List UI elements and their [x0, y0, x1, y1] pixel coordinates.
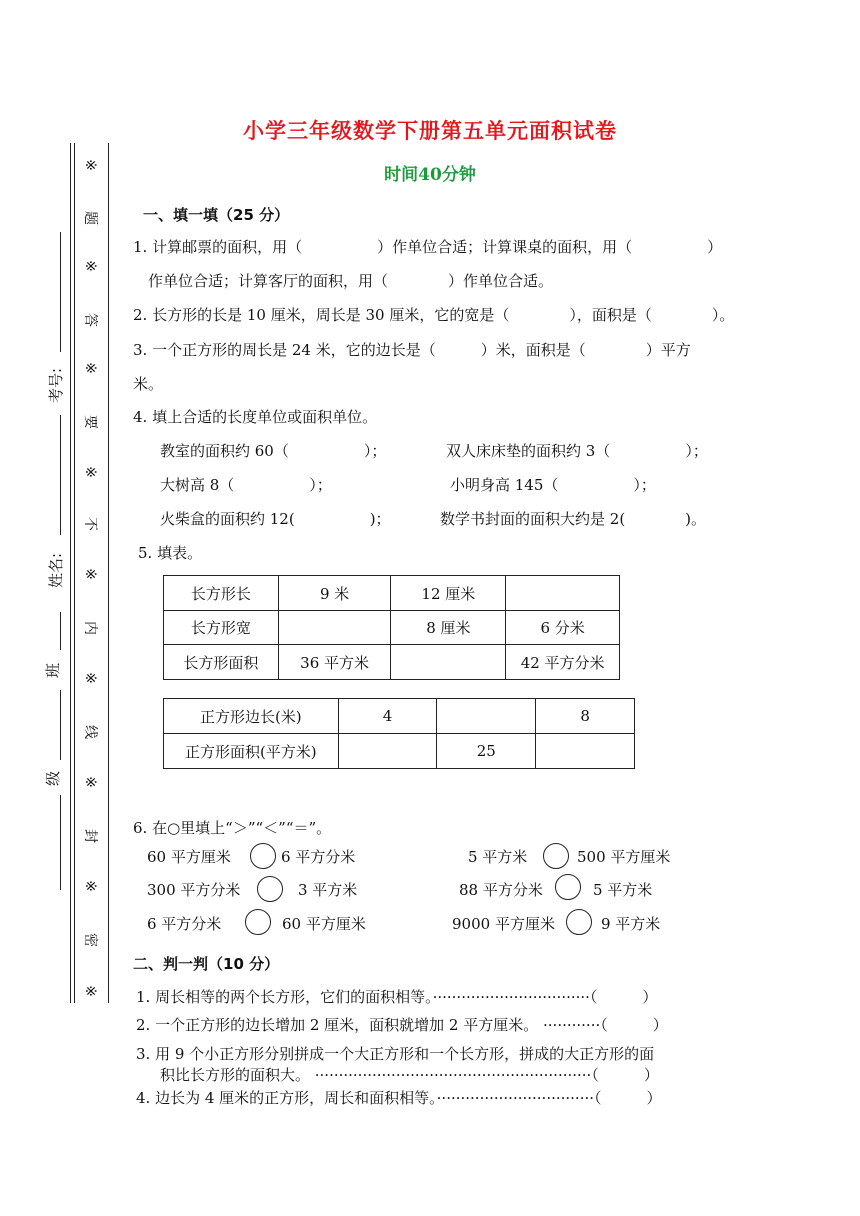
page-title: 小学三年级数学下册第五单元面积试卷 — [243, 118, 617, 143]
compare-right: 500 平方厘米 — [577, 848, 671, 866]
page-subtitle: 时间40分钟 — [384, 165, 476, 185]
compare-left: 88 平方分米 — [459, 881, 543, 899]
xingming-label: 姓名: — [47, 552, 66, 589]
table-cell: 长方形面积 — [164, 645, 279, 680]
compare-circle[interactable] — [257, 876, 283, 902]
table-cell: 9 米 — [278, 576, 391, 611]
ban-underline — [60, 612, 61, 650]
compare-left: 300 平方分米 — [147, 881, 241, 899]
binding-mark: 不 — [82, 517, 98, 531]
compare-circle[interactable] — [245, 909, 271, 935]
compare-circle[interactable] — [566, 909, 592, 935]
binding-line-3 — [108, 143, 109, 1003]
binding-mark: 要 — [82, 415, 98, 429]
table-cell: 36 平方米 — [278, 645, 391, 680]
question-4-item: 火柴盒的面积约 12( )； — [160, 510, 391, 528]
binding-mark: ※ — [81, 568, 98, 580]
binding-mark: ※ — [81, 985, 98, 997]
judge-item: 4. 边长为 4 厘米的正方形，周长和面积相等。·································（ ） — [136, 1089, 662, 1107]
compare-circle[interactable] — [250, 843, 276, 869]
binding-mark: 线 — [82, 725, 98, 739]
table-cell: 正方形面积(平方米) — [164, 734, 339, 769]
judge-item: 积比长方形的面积大。 ··························································（ ） — [160, 1066, 659, 1084]
binding-mark: ※ — [81, 362, 98, 374]
table-cell: 12 厘米 — [391, 576, 506, 611]
binding-line-1 — [70, 143, 71, 1003]
question-4: 4. 填上合适的长度单位或面积单位。 — [133, 408, 378, 426]
table-cell[interactable] — [338, 734, 437, 769]
judge-item: 1. 周长相等的两个长方形，它们的面积相等。·································（ ） — [136, 988, 658, 1006]
compare-right: 60 平方厘米 — [282, 915, 366, 933]
question-2: 2. 长方形的长是 10 厘米，周长是 30 厘米，它的宽是（ ），面积是（ ）。 — [133, 306, 735, 324]
question-1a: 1. 计算邮票的面积，用（ ）作单位合适；计算课桌的面积，用（ ） — [133, 238, 723, 256]
binding-mark: 内 — [82, 621, 98, 635]
ji-underline — [60, 690, 61, 760]
kaohao-label: 考号: — [47, 367, 66, 404]
table-cell: 长方形宽 — [164, 611, 279, 645]
table-cell[interactable] — [506, 576, 620, 611]
compare-circle[interactable] — [543, 843, 569, 869]
table-cell: 42 平方分米 — [506, 645, 620, 680]
question-3a: 3. 一个正方形的周长是 24 米，它的边长是（ ）米，面积是（ ）平方 — [133, 341, 691, 359]
table-cell[interactable] — [278, 611, 391, 645]
question-4-item: 教室的面积约 60（ ）； — [160, 442, 387, 460]
table-cell: 正方形边长(米) — [164, 699, 339, 734]
binding-mark: ※ — [81, 776, 98, 788]
compare-right: 6 平方分米 — [281, 848, 356, 866]
judge-item: 3. 用 9 个小正方形分别拼成一个大正方形和一个长方形，拼成的大正方形的面 — [136, 1045, 655, 1063]
binding-mark: ※ — [81, 880, 98, 892]
binding-mark: 封 — [82, 829, 98, 843]
table-cell: 25 — [437, 734, 536, 769]
compare-right: 3 平方米 — [298, 881, 358, 899]
table-cell[interactable] — [391, 645, 506, 680]
table-cell[interactable] — [536, 734, 635, 769]
compare-left: 9000 平方厘米 — [452, 915, 555, 933]
question-5: 5. 填表。 — [138, 544, 203, 562]
binding-mark: ※ — [81, 466, 98, 478]
ban-label: 班 — [44, 662, 63, 679]
table-cell: 4 — [338, 699, 437, 734]
ji-label: 级 — [44, 770, 63, 787]
section1-heading: 一、填一填（25 分） — [143, 206, 290, 224]
compare-left: 60 平方厘米 — [147, 848, 231, 866]
question-4-item: 双人床床垫的面积约 3（ ）； — [446, 442, 708, 460]
table-cell: 长方形长 — [164, 576, 279, 611]
section2-heading: 二、判一判（10 分） — [133, 955, 280, 973]
kaohao-underline — [60, 232, 61, 352]
question-4-item: 小明身高 145（ ）； — [450, 476, 656, 494]
square-table — [163, 698, 635, 769]
compare-circle[interactable] — [555, 874, 581, 900]
question-4-item: 大树高 8（ ）； — [160, 476, 332, 494]
ji-underline-2 — [60, 795, 61, 890]
compare-left: 6 平方分米 — [147, 915, 222, 933]
table-cell: 8 — [536, 699, 635, 734]
compare-right: 9 平方米 — [601, 915, 661, 933]
binding-mark: ※ — [81, 260, 98, 272]
binding-line-2 — [74, 143, 75, 1003]
binding-mark: 密 — [82, 933, 98, 947]
question-4-item: 数学书封面的面积大约是 2( )。 — [440, 510, 707, 528]
table-cell: 6 分米 — [506, 611, 620, 645]
compare-right: 5 平方米 — [593, 881, 653, 899]
judge-item: 2. 一个正方形的边长增加 2 厘米，面积就增加 2 平方厘米。 ············（ ） — [136, 1016, 668, 1034]
question-3b: 米。 — [133, 375, 164, 393]
table-cell[interactable] — [437, 699, 536, 734]
compare-left: 5 平方米 — [468, 848, 528, 866]
rectangle-table — [163, 575, 620, 680]
binding-mark: ※ — [81, 672, 98, 684]
binding-mark: 题 — [82, 211, 98, 225]
question-6: 6. 在○里填上“＞”“＜”“＝”。 — [133, 819, 332, 837]
binding-mark: 答 — [82, 313, 98, 327]
question-1b: 作单位合适；计算客厅的面积，用（ ）作单位合适。 — [148, 272, 554, 290]
binding-mark: ※ — [81, 159, 98, 171]
table-cell: 8 厘米 — [391, 611, 506, 645]
xingming-underline — [60, 415, 61, 535]
